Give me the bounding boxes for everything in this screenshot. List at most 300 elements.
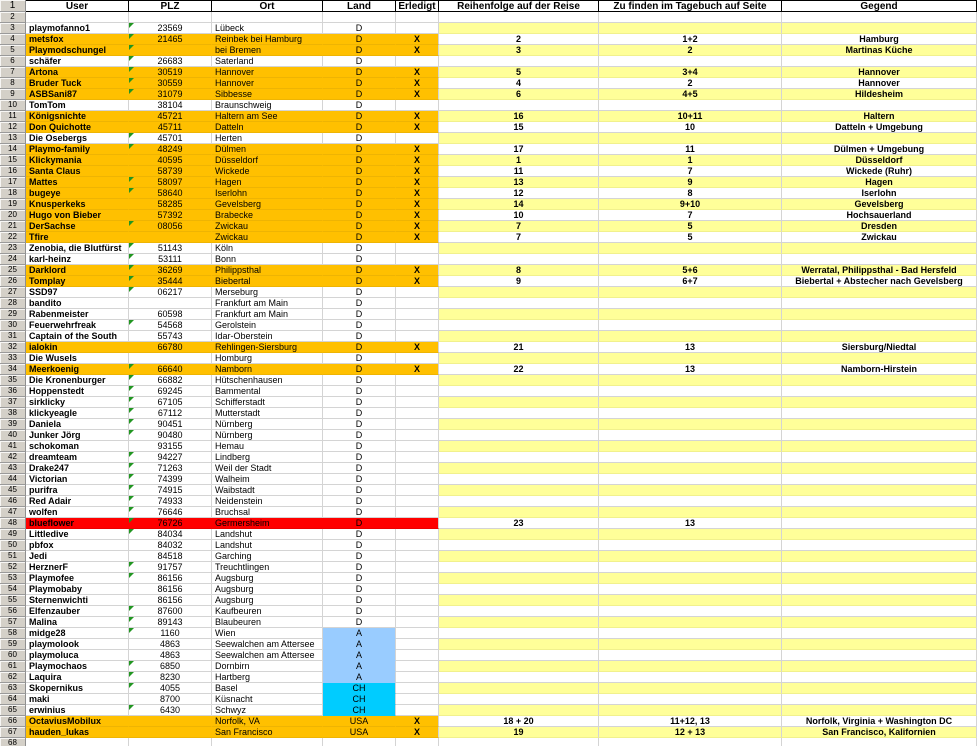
cell-reihenfolge[interactable] bbox=[439, 650, 599, 661]
cell-plz[interactable] bbox=[129, 331, 212, 342]
header-gegend[interactable]: Gegend bbox=[782, 0, 977, 12]
cell-erledigt[interactable] bbox=[396, 540, 439, 551]
cell-erledigt[interactable] bbox=[396, 12, 439, 23]
cell-ort[interactable]: Hannover bbox=[212, 78, 323, 89]
cell-ort[interactable]: Nürnberg bbox=[212, 419, 323, 430]
cell-tagebuch-seite[interactable]: 6+7 bbox=[599, 276, 782, 287]
header-plz[interactable]: PLZ bbox=[129, 0, 212, 12]
cell-reihenfolge[interactable] bbox=[439, 529, 599, 540]
cell-plz[interactable] bbox=[129, 452, 212, 463]
cell-land[interactable]: D bbox=[323, 507, 396, 518]
cell-gegend[interactable] bbox=[782, 738, 977, 746]
cell-plz[interactable] bbox=[129, 694, 212, 705]
cell-erledigt[interactable] bbox=[396, 639, 439, 650]
row-number[interactable]: 25 bbox=[0, 265, 26, 276]
cell-ort[interactable]: Saterland bbox=[212, 56, 323, 67]
cell-land[interactable]: D bbox=[323, 617, 396, 628]
row-number[interactable]: 40 bbox=[0, 430, 26, 441]
cell-gegend[interactable]: Datteln + Umgebung bbox=[782, 122, 977, 133]
row-number[interactable]: 37 bbox=[0, 397, 26, 408]
cell-tagebuch-seite[interactable]: 1+2 bbox=[599, 34, 782, 45]
cell-erledigt[interactable] bbox=[396, 375, 439, 386]
cell-erledigt[interactable] bbox=[396, 243, 439, 254]
cell-plz[interactable] bbox=[129, 276, 212, 287]
cell-user[interactable]: OctaviusMobilux bbox=[26, 716, 129, 727]
cell-land[interactable]: D bbox=[323, 34, 396, 45]
cell-ort[interactable]: Küsnacht bbox=[212, 694, 323, 705]
cell-tagebuch-seite[interactable] bbox=[599, 617, 782, 628]
cell-gegend[interactable]: Hamburg bbox=[782, 34, 977, 45]
cell-tagebuch-seite[interactable] bbox=[599, 375, 782, 386]
cell-ort[interactable]: Garching bbox=[212, 551, 323, 562]
cell-erledigt[interactable] bbox=[396, 628, 439, 639]
cell-tagebuch-seite[interactable] bbox=[599, 133, 782, 144]
cell-land[interactable]: D bbox=[323, 452, 396, 463]
cell-erledigt[interactable] bbox=[396, 254, 439, 265]
cell-land[interactable]: D bbox=[323, 243, 396, 254]
cell-ort[interactable]: Gerolstein bbox=[212, 320, 323, 331]
cell-reihenfolge[interactable] bbox=[439, 496, 599, 507]
cell-user[interactable]: sirklicky bbox=[26, 397, 129, 408]
cell-erledigt[interactable]: X bbox=[396, 188, 439, 199]
cell-user[interactable]: Tfire bbox=[26, 232, 129, 243]
cell-user[interactable]: playmoluca bbox=[26, 650, 129, 661]
cell-erledigt[interactable] bbox=[396, 441, 439, 452]
cell-gegend[interactable] bbox=[782, 309, 977, 320]
cell-user[interactable]: karl-heinz bbox=[26, 254, 129, 265]
cell-land[interactable]: USA bbox=[323, 716, 396, 727]
cell-ort[interactable]: Neidenstein bbox=[212, 496, 323, 507]
cell-reihenfolge[interactable] bbox=[439, 628, 599, 639]
cell-user[interactable]: metsfox bbox=[26, 34, 129, 45]
cell-land[interactable]: D bbox=[323, 89, 396, 100]
cell-reihenfolge[interactable] bbox=[439, 375, 599, 386]
cell-ort[interactable]: Homburg bbox=[212, 353, 323, 364]
cell-reihenfolge[interactable] bbox=[439, 672, 599, 683]
cell-gegend[interactable] bbox=[782, 474, 977, 485]
cell-land[interactable]: D bbox=[323, 408, 396, 419]
row-number[interactable]: 59 bbox=[0, 639, 26, 650]
cell-gegend[interactable]: Wickede (Ruhr) bbox=[782, 166, 977, 177]
cell-ort[interactable]: Landshut bbox=[212, 540, 323, 551]
cell-ort[interactable]: Philippsthal bbox=[212, 265, 323, 276]
cell-gegend[interactable]: Werratal, Philippsthal - Bad Hersfeld bbox=[782, 265, 977, 276]
cell-gegend[interactable] bbox=[782, 12, 977, 23]
cell-plz[interactable] bbox=[129, 408, 212, 419]
cell-land[interactable]: D bbox=[323, 111, 396, 122]
cell-tagebuch-seite[interactable]: 3+4 bbox=[599, 67, 782, 78]
cell-erledigt[interactable]: X bbox=[396, 78, 439, 89]
cell-reihenfolge[interactable] bbox=[439, 595, 599, 606]
cell-user[interactable]: Darklord bbox=[26, 265, 129, 276]
header-erledigt[interactable]: Erledigt bbox=[396, 0, 439, 12]
cell-plz[interactable] bbox=[129, 45, 212, 56]
cell-plz[interactable] bbox=[129, 683, 212, 694]
cell-land[interactable]: D bbox=[323, 463, 396, 474]
cell-erledigt[interactable] bbox=[396, 287, 439, 298]
cell-user[interactable]: Rabenmeister bbox=[26, 309, 129, 320]
row-number[interactable]: 12 bbox=[0, 122, 26, 133]
cell-gegend[interactable]: Gevelsberg bbox=[782, 199, 977, 210]
cell-land[interactable]: D bbox=[323, 166, 396, 177]
cell-reihenfolge[interactable]: 9 bbox=[439, 276, 599, 287]
cell-ort[interactable]: Reinbek bei Hamburg bbox=[212, 34, 323, 45]
cell-user[interactable]: Meerkoenig bbox=[26, 364, 129, 375]
row-number[interactable]: 62 bbox=[0, 672, 26, 683]
cell-erledigt[interactable]: X bbox=[396, 364, 439, 375]
cell-user[interactable]: Feuerwehrfreak bbox=[26, 320, 129, 331]
cell-land[interactable]: D bbox=[323, 298, 396, 309]
cell-tagebuch-seite[interactable]: 5 bbox=[599, 232, 782, 243]
cell-gegend[interactable] bbox=[782, 562, 977, 573]
cell-reihenfolge[interactable]: 6 bbox=[439, 89, 599, 100]
cell-land[interactable]: D bbox=[323, 496, 396, 507]
cell-user[interactable]: Playmofee bbox=[26, 573, 129, 584]
cell-tagebuch-seite[interactable] bbox=[599, 430, 782, 441]
cell-reihenfolge[interactable] bbox=[439, 606, 599, 617]
cell-user[interactable]: ialokin bbox=[26, 342, 129, 353]
row-number[interactable]: 45 bbox=[0, 485, 26, 496]
row-number[interactable]: 5 bbox=[0, 45, 26, 56]
cell-land[interactable]: D bbox=[323, 188, 396, 199]
cell-user[interactable]: wolfen bbox=[26, 507, 129, 518]
cell-user[interactable]: HerznerF bbox=[26, 562, 129, 573]
cell-ort[interactable]: Kaufbeuren bbox=[212, 606, 323, 617]
cell-reihenfolge[interactable] bbox=[439, 694, 599, 705]
cell-plz[interactable] bbox=[129, 298, 212, 309]
cell-land[interactable]: D bbox=[323, 375, 396, 386]
cell-tagebuch-seite[interactable] bbox=[599, 441, 782, 452]
cell-ort[interactable]: Lindberg bbox=[212, 452, 323, 463]
cell-reihenfolge[interactable]: 19 bbox=[439, 727, 599, 738]
cell-ort[interactable]: Datteln bbox=[212, 122, 323, 133]
cell-land[interactable]: A bbox=[323, 639, 396, 650]
cell-land[interactable]: D bbox=[323, 331, 396, 342]
cell-user[interactable]: Playmodschungel bbox=[26, 45, 129, 56]
row-number[interactable]: 58 bbox=[0, 628, 26, 639]
row-number[interactable]: 41 bbox=[0, 441, 26, 452]
cell-plz[interactable] bbox=[129, 639, 212, 650]
cell-tagebuch-seite[interactable]: 11+12, 13 bbox=[599, 716, 782, 727]
cell-tagebuch-seite[interactable]: 9+10 bbox=[599, 199, 782, 210]
cell-tagebuch-seite[interactable] bbox=[599, 650, 782, 661]
cell-reihenfolge[interactable]: 1 bbox=[439, 155, 599, 166]
cell-tagebuch-seite[interactable] bbox=[599, 298, 782, 309]
cell-reihenfolge[interactable] bbox=[439, 56, 599, 67]
row-number[interactable]: 43 bbox=[0, 463, 26, 474]
cell-tagebuch-seite[interactable] bbox=[599, 474, 782, 485]
cell-plz[interactable] bbox=[129, 232, 212, 243]
cell-land[interactable]: D bbox=[323, 276, 396, 287]
cell-tagebuch-seite[interactable]: 9 bbox=[599, 177, 782, 188]
cell-land[interactable] bbox=[323, 12, 396, 23]
row-number[interactable]: 55 bbox=[0, 595, 26, 606]
cell-user[interactable]: Königsnichte bbox=[26, 111, 129, 122]
cell-plz[interactable] bbox=[129, 254, 212, 265]
cell-erledigt[interactable]: X bbox=[396, 221, 439, 232]
cell-reihenfolge[interactable] bbox=[439, 639, 599, 650]
cell-erledigt[interactable]: X bbox=[396, 177, 439, 188]
cell-plz[interactable] bbox=[129, 144, 212, 155]
header-ort[interactable]: Ort bbox=[212, 0, 323, 12]
cell-reihenfolge[interactable]: 4 bbox=[439, 78, 599, 89]
cell-erledigt[interactable] bbox=[396, 584, 439, 595]
row-number[interactable]: 9 bbox=[0, 89, 26, 100]
row-number[interactable]: 49 bbox=[0, 529, 26, 540]
cell-tagebuch-seite[interactable]: 2 bbox=[599, 45, 782, 56]
cell-gegend[interactable] bbox=[782, 408, 977, 419]
cell-user[interactable]: Junker Jörg bbox=[26, 430, 129, 441]
cell-user[interactable]: Mattes bbox=[26, 177, 129, 188]
cell-user[interactable]: SSD97 bbox=[26, 287, 129, 298]
cell-land[interactable]: D bbox=[323, 221, 396, 232]
cell-plz[interactable] bbox=[129, 287, 212, 298]
header-land[interactable]: Land bbox=[323, 0, 396, 12]
cell-user[interactable]: Klickymania bbox=[26, 155, 129, 166]
cell-gegend[interactable] bbox=[782, 56, 977, 67]
cell-ort[interactable]: Wickede bbox=[212, 166, 323, 177]
cell-user[interactable]: bandito bbox=[26, 298, 129, 309]
cell-gegend[interactable] bbox=[782, 397, 977, 408]
cell-plz[interactable] bbox=[129, 507, 212, 518]
cell-ort[interactable]: Landshut bbox=[212, 529, 323, 540]
cell-plz[interactable] bbox=[129, 386, 212, 397]
cell-gegend[interactable] bbox=[782, 375, 977, 386]
cell-user[interactable]: Don Quichotte bbox=[26, 122, 129, 133]
cell-gegend[interactable] bbox=[782, 441, 977, 452]
cell-land[interactable]: D bbox=[323, 56, 396, 67]
cell-plz[interactable] bbox=[129, 562, 212, 573]
cell-erledigt[interactable]: X bbox=[396, 144, 439, 155]
row-number[interactable]: 15 bbox=[0, 155, 26, 166]
cell-tagebuch-seite[interactable]: 10+11 bbox=[599, 111, 782, 122]
cell-gegend[interactable] bbox=[782, 595, 977, 606]
cell-ort[interactable]: Braunschweig bbox=[212, 100, 323, 111]
cell-user[interactable]: schokoman bbox=[26, 441, 129, 452]
cell-plz[interactable] bbox=[129, 309, 212, 320]
cell-erledigt[interactable]: X bbox=[396, 166, 439, 177]
cell-gegend[interactable] bbox=[782, 639, 977, 650]
cell-gegend[interactable] bbox=[782, 386, 977, 397]
cell-plz[interactable] bbox=[129, 122, 212, 133]
cell-tagebuch-seite[interactable] bbox=[599, 606, 782, 617]
row-number[interactable]: 68 bbox=[0, 738, 26, 746]
cell-erledigt[interactable] bbox=[396, 386, 439, 397]
cell-erledigt[interactable]: X bbox=[396, 155, 439, 166]
cell-erledigt[interactable] bbox=[396, 408, 439, 419]
cell-ort[interactable]: Hannover bbox=[212, 67, 323, 78]
cell-plz[interactable] bbox=[129, 133, 212, 144]
cell-plz[interactable] bbox=[129, 595, 212, 606]
cell-user[interactable]: schäfer bbox=[26, 56, 129, 67]
cell-tagebuch-seite[interactable] bbox=[599, 23, 782, 34]
cell-ort[interactable]: Augsburg bbox=[212, 584, 323, 595]
cell-erledigt[interactable]: X bbox=[396, 727, 439, 738]
cell-land[interactable]: D bbox=[323, 430, 396, 441]
cell-plz[interactable] bbox=[129, 199, 212, 210]
cell-erledigt[interactable] bbox=[396, 463, 439, 474]
cell-gegend[interactable] bbox=[782, 705, 977, 716]
cell-user[interactable]: Hoppenstedt bbox=[26, 386, 129, 397]
cell-erledigt[interactable] bbox=[396, 56, 439, 67]
cell-ort[interactable]: Augsburg bbox=[212, 595, 323, 606]
cell-user[interactable]: erwinius bbox=[26, 705, 129, 716]
cell-tagebuch-seite[interactable] bbox=[599, 243, 782, 254]
cell-reihenfolge[interactable] bbox=[439, 386, 599, 397]
cell-user[interactable] bbox=[26, 738, 129, 746]
cell-plz[interactable] bbox=[129, 111, 212, 122]
cell-land[interactable]: A bbox=[323, 628, 396, 639]
cell-plz[interactable] bbox=[129, 650, 212, 661]
cell-plz[interactable] bbox=[129, 265, 212, 276]
cell-land[interactable]: CH bbox=[323, 694, 396, 705]
cell-land[interactable]: D bbox=[323, 397, 396, 408]
cell-plz[interactable] bbox=[129, 606, 212, 617]
cell-tagebuch-seite[interactable] bbox=[599, 254, 782, 265]
row-number[interactable]: 29 bbox=[0, 309, 26, 320]
cell-tagebuch-seite[interactable] bbox=[599, 12, 782, 23]
cell-ort[interactable]: Bammental bbox=[212, 386, 323, 397]
cell-land[interactable]: A bbox=[323, 672, 396, 683]
row-number[interactable]: 35 bbox=[0, 375, 26, 386]
cell-ort[interactable]: Bruchsal bbox=[212, 507, 323, 518]
cell-gegend[interactable]: Hannover bbox=[782, 67, 977, 78]
cell-land[interactable]: D bbox=[323, 287, 396, 298]
cell-erledigt[interactable] bbox=[396, 298, 439, 309]
cell-gegend[interactable] bbox=[782, 298, 977, 309]
cell-gegend[interactable] bbox=[782, 694, 977, 705]
cell-tagebuch-seite[interactable] bbox=[599, 540, 782, 551]
cell-ort[interactable]: Blaubeuren bbox=[212, 617, 323, 628]
cell-gegend[interactable] bbox=[782, 419, 977, 430]
cell-ort[interactable]: Weil der Stadt bbox=[212, 463, 323, 474]
row-number[interactable]: 20 bbox=[0, 210, 26, 221]
cell-land[interactable]: D bbox=[323, 474, 396, 485]
cell-gegend[interactable] bbox=[782, 23, 977, 34]
cell-land[interactable]: D bbox=[323, 441, 396, 452]
cell-erledigt[interactable] bbox=[396, 507, 439, 518]
cell-ort[interactable]: Sibbesse bbox=[212, 89, 323, 100]
row-number[interactable]: 50 bbox=[0, 540, 26, 551]
cell-ort[interactable]: Lübeck bbox=[212, 23, 323, 34]
cell-plz[interactable] bbox=[129, 89, 212, 100]
row-number[interactable]: 22 bbox=[0, 232, 26, 243]
cell-gegend[interactable]: Hochsauerland bbox=[782, 210, 977, 221]
cell-land[interactable]: A bbox=[323, 650, 396, 661]
cell-erledigt[interactable] bbox=[396, 650, 439, 661]
row-number[interactable]: 19 bbox=[0, 199, 26, 210]
cell-ort[interactable]: Schifferstadt bbox=[212, 397, 323, 408]
cell-tagebuch-seite[interactable] bbox=[599, 595, 782, 606]
cell-gegend[interactable]: Haltern bbox=[782, 111, 977, 122]
cell-tagebuch-seite[interactable]: 7 bbox=[599, 210, 782, 221]
cell-reihenfolge[interactable] bbox=[439, 584, 599, 595]
cell-ort[interactable]: Rehlingen-Siersburg bbox=[212, 342, 323, 353]
row-number[interactable]: 24 bbox=[0, 254, 26, 265]
row-number[interactable]: 28 bbox=[0, 298, 26, 309]
cell-plz[interactable] bbox=[129, 100, 212, 111]
row-number[interactable]: 7 bbox=[0, 67, 26, 78]
cell-reihenfolge[interactable] bbox=[439, 485, 599, 496]
cell-tagebuch-seite[interactable]: 8 bbox=[599, 188, 782, 199]
row-number[interactable]: 60 bbox=[0, 650, 26, 661]
cell-reihenfolge[interactable] bbox=[439, 507, 599, 518]
cell-gegend[interactable]: Namborn-Hirstein bbox=[782, 364, 977, 375]
cell-land[interactable]: D bbox=[323, 551, 396, 562]
cell-plz[interactable] bbox=[129, 727, 212, 738]
cell-reihenfolge[interactable]: 15 bbox=[439, 122, 599, 133]
cell-ort[interactable]: Biebertal bbox=[212, 276, 323, 287]
row-number[interactable]: 10 bbox=[0, 100, 26, 111]
cell-user[interactable]: Victorian bbox=[26, 474, 129, 485]
cell-plz[interactable] bbox=[129, 34, 212, 45]
cell-land[interactable]: D bbox=[323, 45, 396, 56]
cell-user[interactable]: Zenobia, die Blutfürst bbox=[26, 243, 129, 254]
row-number[interactable]: 34 bbox=[0, 364, 26, 375]
cell-gegend[interactable] bbox=[782, 100, 977, 111]
cell-tagebuch-seite[interactable] bbox=[599, 463, 782, 474]
cell-tagebuch-seite[interactable]: 13 bbox=[599, 364, 782, 375]
header-reihenfolge[interactable]: Reihenfolge auf der Reise bbox=[439, 0, 599, 12]
cell-ort[interactable]: Seewalchen am Attersee bbox=[212, 650, 323, 661]
cell-reihenfolge[interactable] bbox=[439, 254, 599, 265]
cell-reihenfolge[interactable]: 18 + 20 bbox=[439, 716, 599, 727]
cell-ort[interactable]: Hagen bbox=[212, 177, 323, 188]
cell-plz[interactable] bbox=[129, 221, 212, 232]
cell-ort[interactable]: Idar-Oberstein bbox=[212, 331, 323, 342]
cell-ort[interactable]: Iserlohn bbox=[212, 188, 323, 199]
cell-reihenfolge[interactable] bbox=[439, 430, 599, 441]
cell-land[interactable]: D bbox=[323, 23, 396, 34]
cell-land[interactable]: D bbox=[323, 485, 396, 496]
cell-user[interactable]: Bruder Tuck bbox=[26, 78, 129, 89]
cell-land[interactable]: D bbox=[323, 595, 396, 606]
cell-ort[interactable]: Augsburg bbox=[212, 573, 323, 584]
cell-land[interactable]: CH bbox=[323, 705, 396, 716]
cell-reihenfolge[interactable] bbox=[439, 243, 599, 254]
cell-plz[interactable] bbox=[129, 672, 212, 683]
cell-land[interactable]: D bbox=[323, 144, 396, 155]
cell-tagebuch-seite[interactable]: 10 bbox=[599, 122, 782, 133]
cell-user[interactable]: Playmobaby bbox=[26, 584, 129, 595]
cell-user[interactable]: playmolook bbox=[26, 639, 129, 650]
cell-reihenfolge[interactable] bbox=[439, 705, 599, 716]
cell-land[interactable]: D bbox=[323, 122, 396, 133]
cell-tagebuch-seite[interactable] bbox=[599, 397, 782, 408]
row-number[interactable]: 13 bbox=[0, 133, 26, 144]
cell-reihenfolge[interactable]: 23 bbox=[439, 518, 599, 529]
cell-reihenfolge[interactable] bbox=[439, 661, 599, 672]
cell-erledigt[interactable] bbox=[396, 474, 439, 485]
cell-erledigt[interactable]: X bbox=[396, 67, 439, 78]
cell-reihenfolge[interactable] bbox=[439, 408, 599, 419]
cell-tagebuch-seite[interactable] bbox=[599, 56, 782, 67]
cell-plz[interactable] bbox=[129, 419, 212, 430]
cell-ort[interactable]: San Francisco bbox=[212, 727, 323, 738]
cell-user[interactable]: Drake247 bbox=[26, 463, 129, 474]
cell-ort[interactable]: Düsseldorf bbox=[212, 155, 323, 166]
cell-erledigt[interactable] bbox=[396, 529, 439, 540]
cell-tagebuch-seite[interactable] bbox=[599, 639, 782, 650]
cell-ort[interactable]: Nürnberg bbox=[212, 430, 323, 441]
cell-reihenfolge[interactable] bbox=[439, 298, 599, 309]
cell-reihenfolge[interactable] bbox=[439, 551, 599, 562]
cell-gegend[interactable]: Hagen bbox=[782, 177, 977, 188]
cell-gegend[interactable] bbox=[782, 254, 977, 265]
cell-ort[interactable]: Mutterstadt bbox=[212, 408, 323, 419]
cell-land[interactable]: A bbox=[323, 661, 396, 672]
cell-land[interactable]: D bbox=[323, 518, 396, 529]
